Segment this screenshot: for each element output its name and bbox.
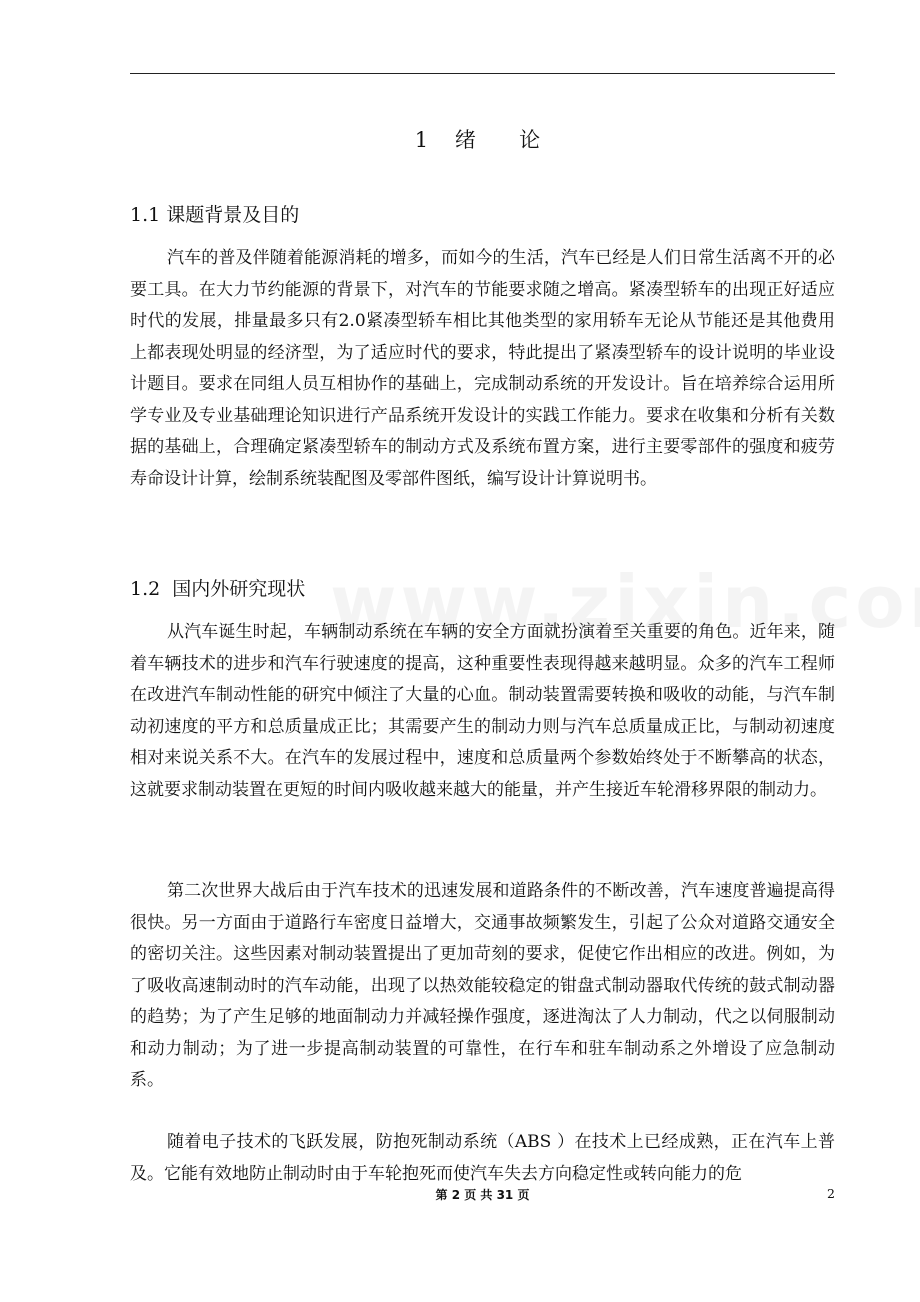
page-number: 2 (827, 1186, 835, 1201)
section-1-2-heading-wrap (130, 575, 835, 603)
chapter-title: 1 绪 论 (414, 128, 551, 152)
section-1-1-heading-wrap (130, 201, 835, 229)
paragraph: 第二次世界大战后由于汽车技术的迅速发展和道路条件的不断改善，汽车速度普遍提高得很快。另一方面由于道路行车密度日益增大，交通事故频繁发生，引起了公众对道路交通安全的密切关注。这些因素对制动装置提出了更加苛刻的要求，促使它作出相应的改进。例如，为了吸收高速制动时的汽车动能，出现了以热效能较稳定的钳盘式制动器取代传统的鼓式制动器的趋势；为了产生足够的地面制动力并减轻操作强度，逐进淘汰了人力制动，代之以伺服制动和动力制动；为了进一步提高制动装置的可靠性，在行车和驻车制动系之外增设了应急制动系。 (130, 881, 835, 1090)
paragraph: 随着电子技术的飞跃发展，防抱死制动系统（ABS ）在技术上已经成熟，正在汽车上普及。它能有效地防止制动时由于车轮抱死而使汽车失去方向稳定性或转向能力的危 (130, 1132, 835, 1184)
paragraph: 从汽车诞生时起，车辆制动系统在车辆的安全方面就扮演着至关重要的角色。近年来，随着车辆技术的进步和汽车行驶速度的提高，这种重要性表现得越来越明显。众多的汽车工程师在改进汽车制动性能的研究中倾注了大量的心血。制动装置需要转换和吸收的动能，与汽车制动初速度的平方和总质量成正比；其需要产生的制动力则与汽车总质量成正比，与制动初速度相对来说关系不大。在汽车的发展过程中，速度和总质量两个参数始终处于不断攀高的状态，这就要求制动装置在更短的时间内吸收越来越大的能量，并产生接近车轮滑移界限的制动力。 (130, 622, 835, 800)
section-heading: 1.1 课题背景及目的 (130, 204, 300, 226)
page-count-label: 第 2 页 共 31 页 (435, 1188, 530, 1202)
header-rule (130, 73, 835, 74)
section-heading: 1.2 国内外研究现状 (130, 578, 306, 600)
paragraph: 汽车的普及伴随着能源消耗的增多，而如今的生活，汽车已经是人们日常生活离不开的必要工具。在大力节约能源的背景下，对汽车的节能要求随之增高。紧凑型轿车的出现正好适应时代的发展，排量最多只有2.0紧凑型轿车相比其他类型的家用轿车无论从节能还是其他费用上都表现处明显的经济型，为了适应时代的要求，特此提出了紧凑型轿车的设计说明的毕业设计题目。要求在同组人员互相协作的基础上，完成制动系统的开发设计。旨在培养综合运用所学专业及专业基础理论知识进行产品系统开发设计的实践工作能力。要求在收集和分析有关数据的基础上，合理确定紧凑型轿车的制动方式及系统布置方案，进行主要零部件的强度和疲劳寿命设计计算，绘制系统装配图及零部件图纸，编写设计计算说明书。 (130, 248, 835, 489)
